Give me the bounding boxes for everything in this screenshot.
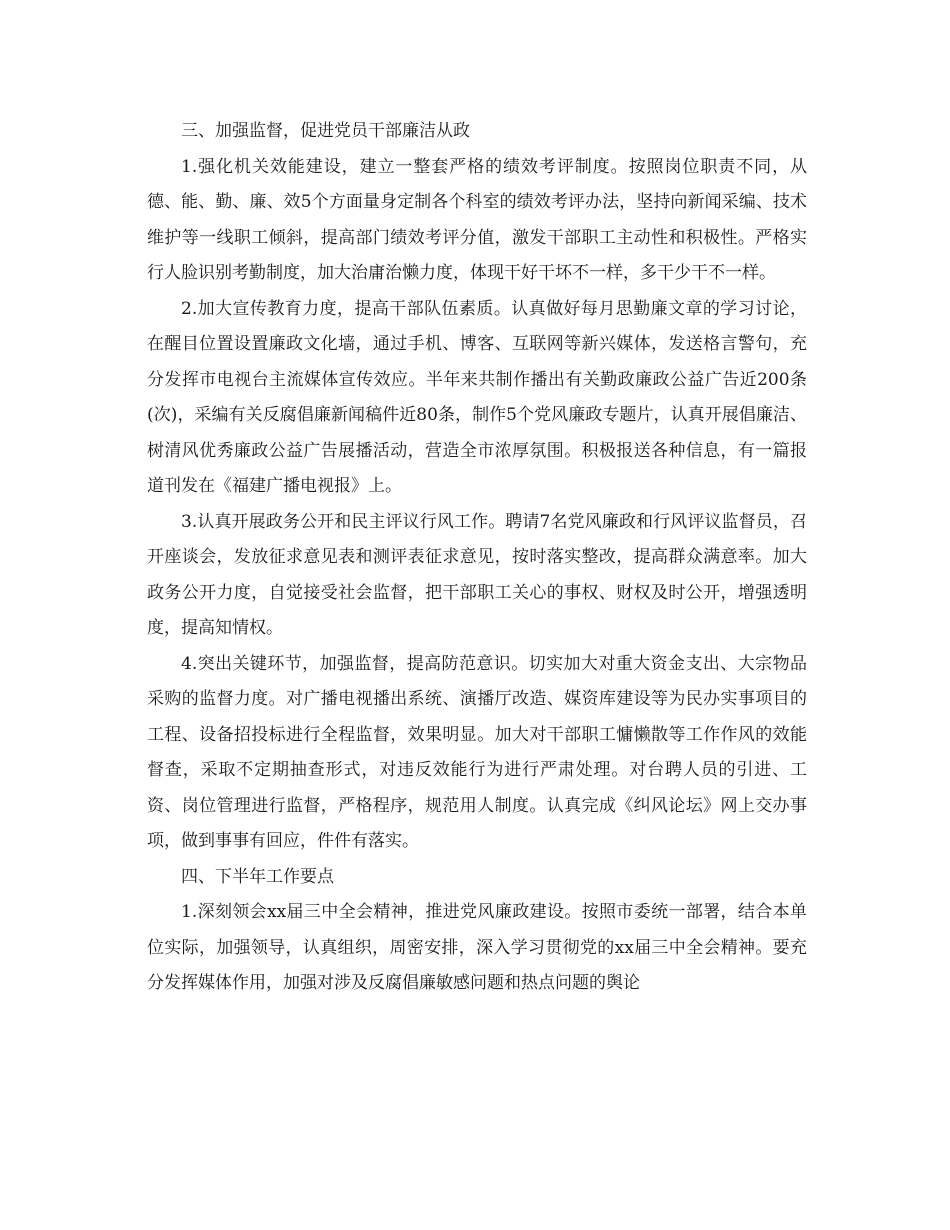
section-heading-4: 四、下半年工作要点: [181, 866, 334, 887]
section-heading-3: 三、加强监督，促进党员干部廉洁从政: [181, 121, 470, 141]
paragraph-4-1: 1.深刻领会xx届三中全会精神，推进党风廉政建设。按照市委统一部署，结合本单位实际，加强领导，认真组织，周密安排，深入学习贯彻党的xx届三中全会精神。要充分发挥媒体作用，加强对涉及反腐倡廉敏感问题和热点问题的舆论: [147, 902, 807, 993]
document-body: [147, 114, 807, 1002]
paragraph-3-1: 1.强化机关效能建设，建立一整套严格的绩效考评制度。按照岗位职责不同，从德、能、勤、廉、效5个方面量身定制各个科室的绩效考评办法，坚持向新闻采编、技术维护等一线职工倾斜，提高部门绩效考评分值，激发干部职工主动性和积极性。严格实行人脸识别考勤制度，加大治庸治懒力度，体现干好干坏不一样，多干少干不一样。: [147, 156, 807, 283]
paragraph-3-2: 2.加大宣传教育力度，提高干部队伍素质。认真做好每月思勤廉文章的学习讨论，在醒目位置设置廉政文化墙，通过手机、博客、互联网等新兴媒体，发送格言警句，充分发挥市电视台主流媒体宣传效应。半年来共制作播出有关勤政廉政公益广告近200条(次)，采编有关反腐倡廉新闻稿件近80条，制作5个党风廉政专题片，认真开展倡廉洁、树清风优秀廉政公益广告展播活动，营造全市浓厚氛围。积极报送各种信息，有一篇报道刊发在《福建广播电视报》上。: [147, 298, 807, 496]
paragraph-3-3: 3.认真开展政务公开和民主评议行风工作。聘请7名党风廉政和行风评议监督员，召开座谈会，发放征求意见表和测评表征求意见，按时落实整改，提高群众满意率。加大政务公开力度，自觉接受社会监督，把干部职工关心的事权、财权及时公开，增强透明度，提高知情权。: [147, 511, 807, 638]
paragraph-3-4: 4.突出关键环节，加强监督，提高防范意识。切实加大对重大资金支出、大宗物品采购的监督力度。对广播电视播出系统、演播厅改造、媒资库建设等为民办实事项目的工程、设备招投标进行全程监督，效果明显。加大对干部职工慵懒散等工作作风的效能督查，采取不定期抽查形式，对违反效能行为进行严肃处理。对台聘人员的引进、工资、岗位管理进行监督，严格程序，规范用人制度。认真完成《纠风论坛》网上交办事项，做到事事有回应，件件有落实。: [147, 653, 807, 851]
